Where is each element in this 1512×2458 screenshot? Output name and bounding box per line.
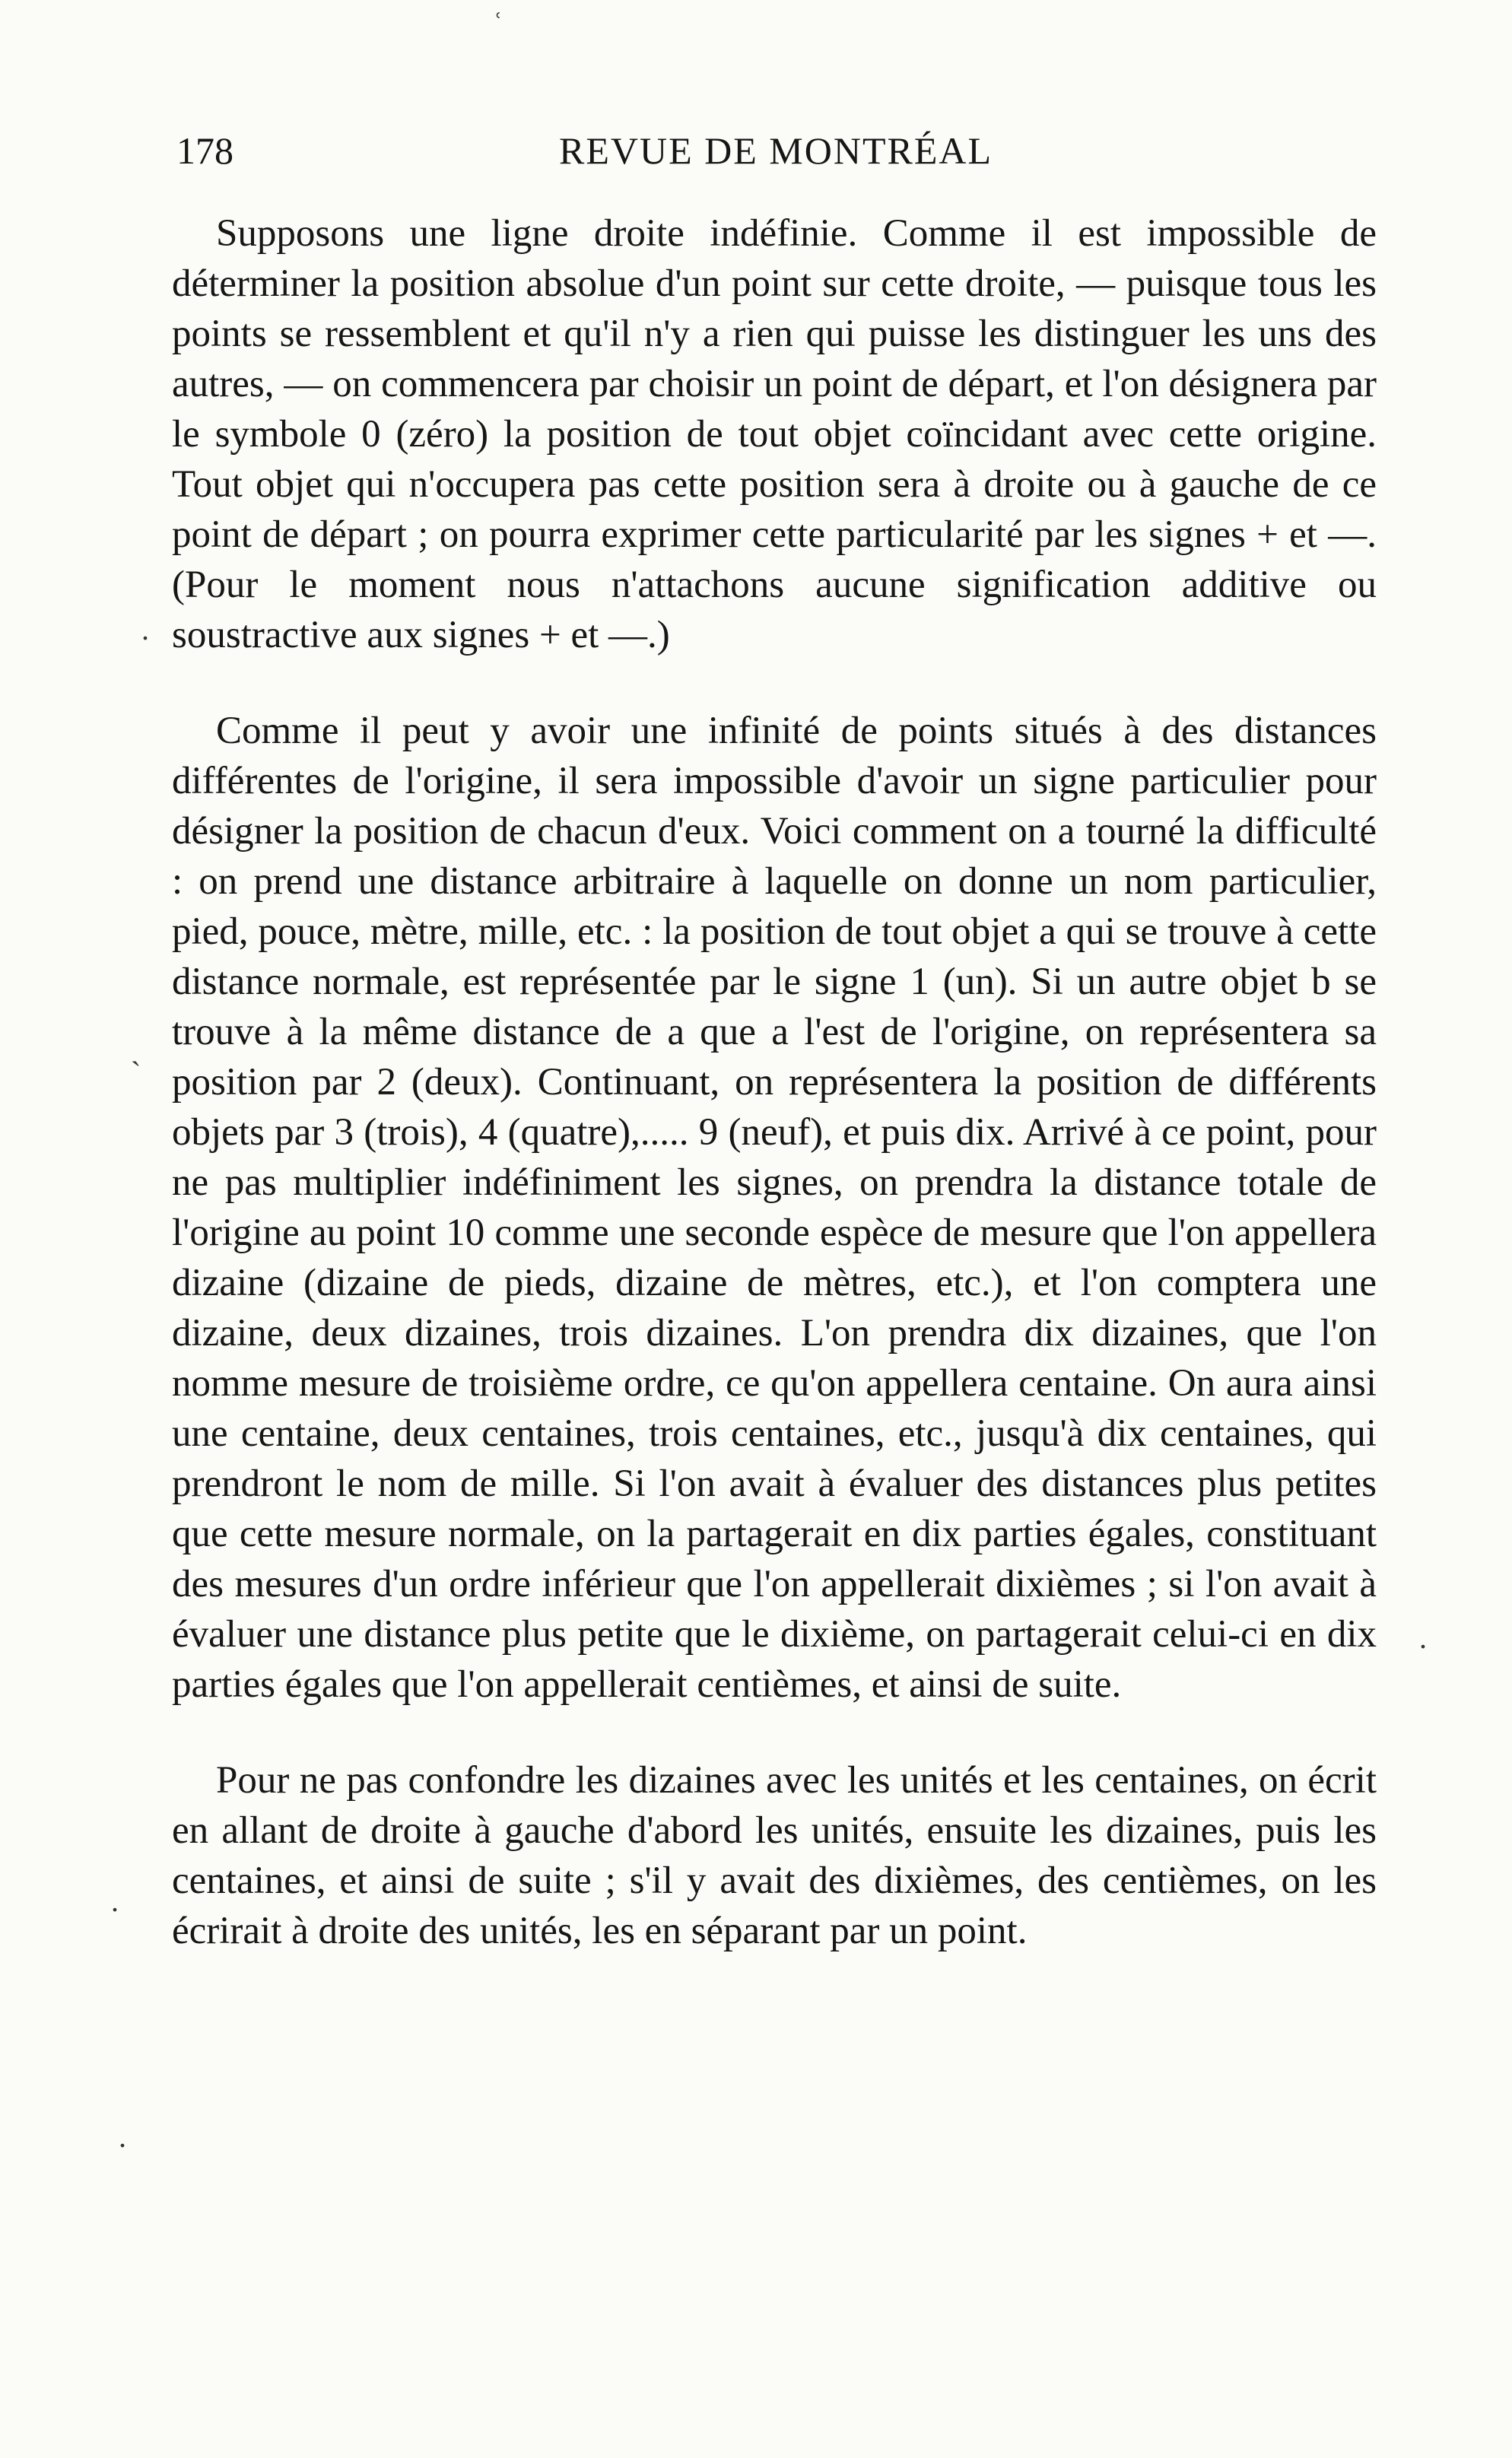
page-number: 178 — [176, 129, 233, 172]
print-mark: ˏ — [131, 1032, 141, 1066]
paragraph-1: Supposons une ligne droite indéfinie. Comme il est impossible de déterminer la position absolue d'un point sur cette droite, — puisque tous les points se ressemblent et qu'il n'y a rien qui puisse les distinguer les uns des autres, — on commencera par choisir un point de départ, et l'on désignera par le symbole 0 (zéro) la position de tout objet coïncidant avec cette origine. Tout objet qui n'occupera pas cette position sera à droite ou à gauche de ce point de départ ; on pourra exprimer cette particularité par les signes + et —. (Pour le moment nous n'attachons aucune signification additive ou soustractive aux signes + et —.) — [172, 212, 1377, 656]
paragraph-3: Pour ne pas confondre les dizaines avec les unités et les centaines, on écrit en allant de droite à gauche d'abord les unités, ensuite les dizaines, puis les centaines, et ainsi de suite ; s'il y avait des dixièmes, des centièmes, on les écrirait à droite des unités, les en séparant par un point. — [172, 1759, 1377, 1952]
print-mark: . — [1419, 1621, 1427, 1655]
print-mark: ʿ — [493, 7, 503, 41]
paragraph-2: Comme il peut y avoir une infinité de points situés à des distances différentes de l'origine, il sera impossible d'avoir un signe particulier pour désigner la position de chacun d'eux. Voici comment on a tourné la difficulté : on prend une distance arbitraire à laquelle on donne un nom particulier, pied, pouce, mètre, mille, etc. : la position de tout objet a qui se trouve à cette distance normale, est représentée par le signe 1 (un). Si un autre objet b se trouve à la même distance de a que a l'est de l'origine, on représentera sa position par 2 (deux). Continuant, on représentera la position de différents objets par 3 (trois), 4 (quatre),..... 9 (neuf), et puis dix. Arrivé à ce point, pour ne pas multiplier indéfiniment les signes, on prendra la distance totale de l'origine au point 10 comme une seconde espèce de mesure que l'on appellera dizaine (dizaine de pieds, dizaine de mètres, etc.), et l'on comptera une dizaine, deux dizaines, trois dizaines. L'on prendra dix dizaines, que l'on nomme mesure de troisième ordre, ce qu'on appellera centaine. On aura ainsi une centaine, deux centaines, trois centaines, etc., jusqu'à dix centaines, qui prendront le nom de mille. Si l'on avait à évaluer des distances plus petites que cette mesure normale, on la partagerait en dix parties égales, constituant des mesures d'un ordre inférieur que l'on appellerait dixièmes ; si l'on avait à évaluer une distance plus petite que le dixième, on partagerait celui-ci en dix parties égales que l'on appellerait centièmes, et ainsi de suite. — [172, 710, 1377, 1706]
print-mark: . — [141, 612, 149, 646]
running-title: REVUE DE MONTRÉAL — [558, 129, 993, 172]
print-mark: . — [111, 1884, 119, 1918]
print-mark: . — [119, 2120, 126, 2154]
page-body — [172, 208, 1377, 2002]
page-header — [176, 122, 1375, 183]
